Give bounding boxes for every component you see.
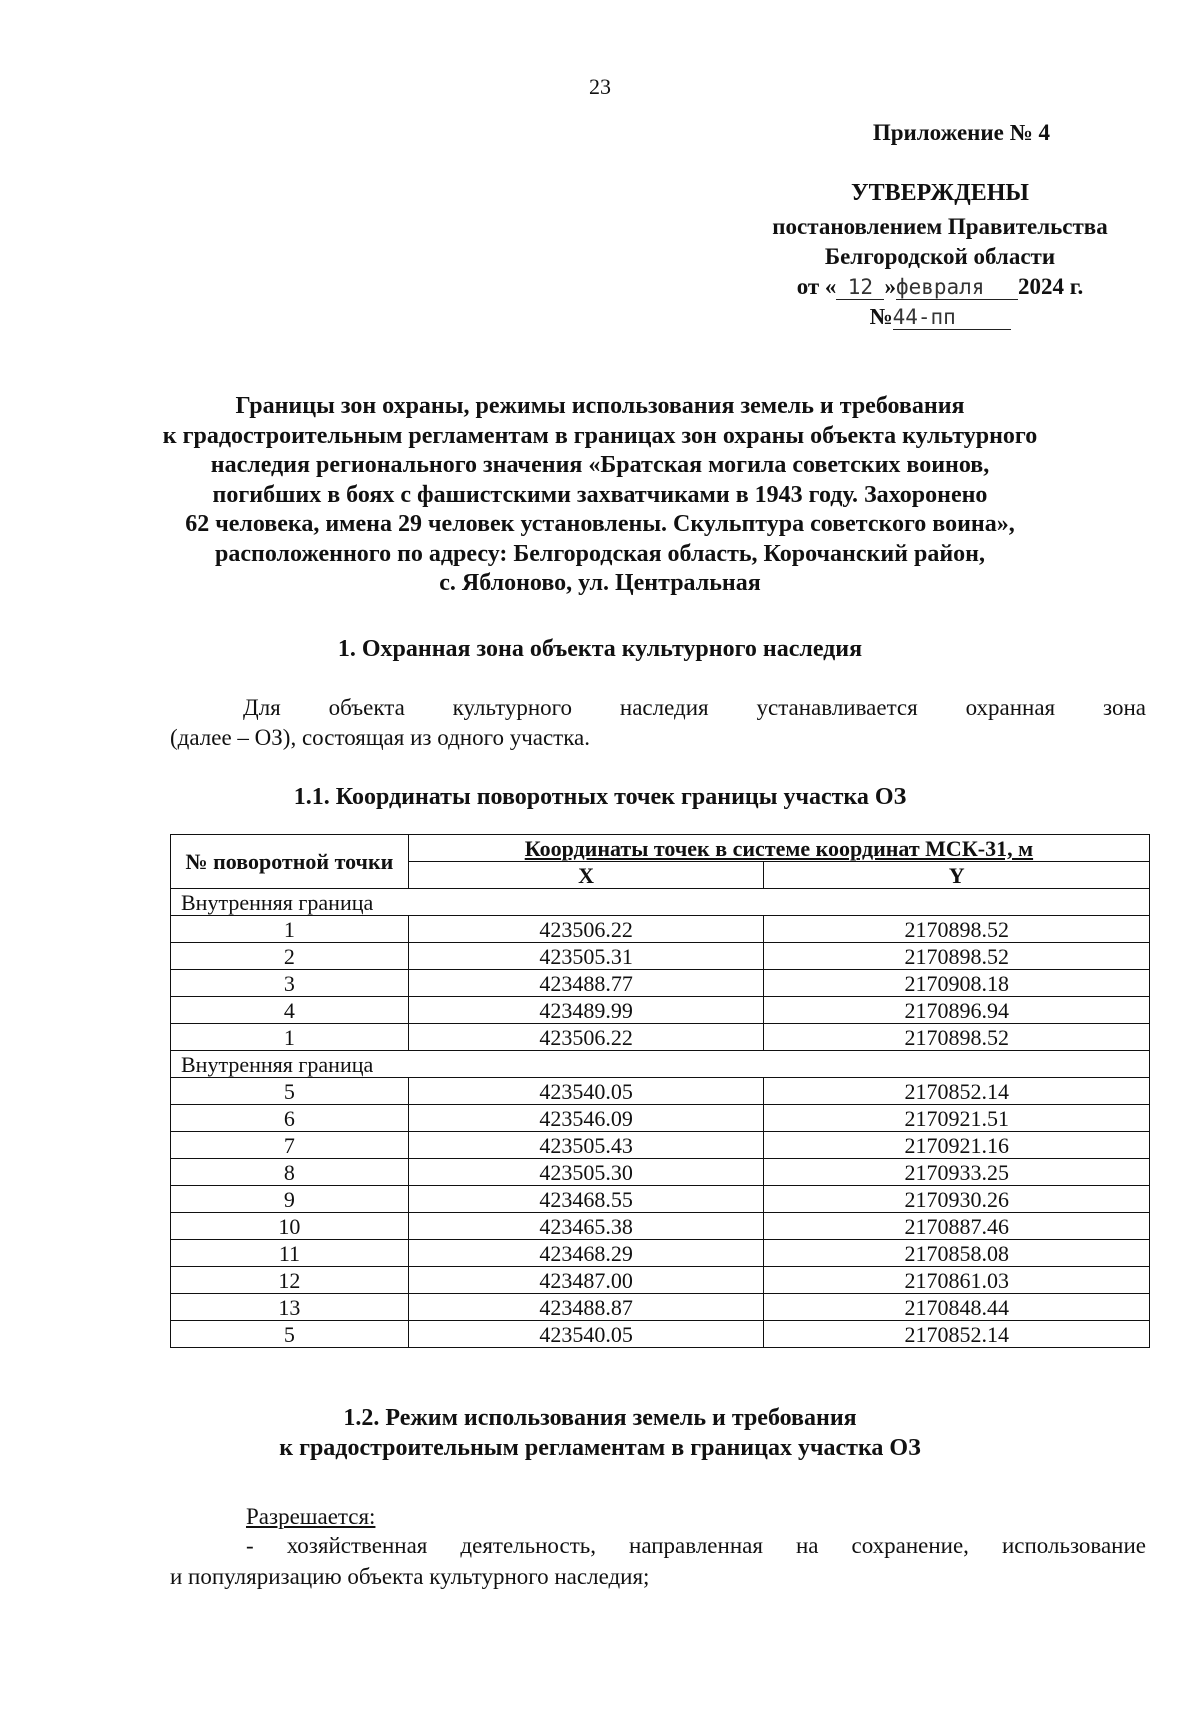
title-line: расположенного по адресу: Белгородская область, Корочанский район, [215,540,985,567]
section-1-1-heading: 1.1. Координаты поворотных точек границы участка ОЗ [293,784,907,810]
title-line: к градостроительным регламентам в границах зон охраны объекта культурного [162,422,1038,449]
title-line: Границы зон охраны, режимы использования земель и требования [235,393,965,419]
date-month: февраля [896,275,1018,300]
paragraph-line-1: Для объекта культурного наследия устанавливается охранная зона [243,695,1146,720]
title-line: погибших в боях с фашистскими захватчиками в 1943 году. Захоронено [212,481,988,508]
cell-point-number: 1 [171,1024,409,1051]
cell-point-number: 6 [171,1105,409,1132]
cell-y: 2170852.14 [764,1078,1150,1105]
allowed-bullet [170,1530,1146,1592]
title-line: 62 человека, имена 29 человек установлены. Скульптура советского воина», [185,511,1015,537]
section-1-2-heading-line-1: 1.2. Режим использования земель и требования [343,1405,857,1431]
table-row [171,916,1150,943]
cell-point-number: 9 [171,1186,409,1213]
table-row [171,1186,1150,1213]
cell-point-number: 8 [171,1159,409,1186]
cell-y: 2170921.16 [764,1132,1150,1159]
group-row [171,889,1150,916]
header-coordinates: Координаты точек в системе координат МСК-31, м [408,835,1149,862]
bullet-line-1: - хозяйственная деятельность, направленная на сохранение, использование [246,1533,1146,1558]
cell-x: 423505.30 [408,1159,764,1186]
cell-x: 423488.77 [408,970,764,997]
bullet-line-2: и популяризацию объекта культурного наследия; [170,1564,650,1589]
cell-x: 423506.22 [408,1024,764,1051]
group-row [171,1051,1150,1078]
cell-y: 2170887.46 [764,1213,1150,1240]
cell-point-number: 11 [171,1240,409,1267]
header-y: Y [764,862,1150,889]
cell-y: 2170930.26 [764,1186,1150,1213]
section-1-2-heading-line-2: к градостроительным регламентам в границах участка ОЗ [279,1435,921,1461]
group-label: Внутренняя граница [171,1051,1150,1078]
cell-point-number: 13 [171,1294,409,1321]
cell-point-number: 2 [171,943,409,970]
cell-x: 423465.38 [408,1213,764,1240]
table-row [171,970,1150,997]
date-prefix: от « [796,274,837,299]
section-1-heading: 1. Охранная зона объекта культурного наследия [337,636,863,662]
cell-y: 2170852.14 [764,1321,1150,1348]
table-row [171,1267,1150,1294]
paragraph-line-2: (далее – ОЗ), состоящая из одного участка. [170,725,591,750]
cell-point-number: 7 [171,1132,409,1159]
cell-y: 2170898.52 [764,1024,1150,1051]
approved-heading: УТВЕРЖДЕНЫ [851,180,1029,206]
allowed-label: Разрешается: [246,1504,376,1529]
cell-point-number: 1 [171,916,409,943]
cell-y: 2170898.52 [764,916,1150,943]
cell-y: 2170933.25 [764,1159,1150,1186]
cell-x: 423489.99 [408,997,764,1024]
header-x: X [408,862,764,889]
table-row [171,1321,1150,1348]
cell-point-number: 12 [171,1267,409,1294]
cell-y: 2170858.08 [764,1240,1150,1267]
table-row [171,1105,1150,1132]
cell-point-number: 5 [171,1078,409,1105]
cell-point-number: 10 [171,1213,409,1240]
cell-x: 423488.87 [408,1294,764,1321]
cell-x: 423540.05 [408,1321,764,1348]
cell-y: 2170861.03 [764,1267,1150,1294]
cell-x: 423540.05 [408,1078,764,1105]
cell-point-number: 5 [171,1321,409,1348]
appendix-label: Приложение № 4 [872,120,1050,145]
cell-x: 423546.09 [408,1105,764,1132]
date-day: 12 [836,275,884,300]
date-mid: » [884,274,896,299]
date-year: 2024 г. [1017,274,1084,299]
table-row [171,1294,1150,1321]
table-row [171,1213,1150,1240]
section-1-paragraph [170,693,1146,753]
cell-y: 2170848.44 [764,1294,1150,1321]
cell-y: 2170898.52 [764,943,1150,970]
cell-point-number: 3 [171,970,409,997]
cell-y: 2170908.18 [764,970,1150,997]
cell-x: 423505.43 [408,1132,764,1159]
cell-x: 423468.29 [408,1240,764,1267]
approval-date [700,272,1180,302]
page-number: 23 [589,74,611,99]
approval-line-1: постановлением Правительства [772,214,1108,239]
cell-y: 2170921.51 [764,1105,1150,1132]
header-point-number: № поворотной точки [171,835,409,889]
title-line: с. Яблоново, ул. Центральная [439,570,761,596]
table-row [171,1024,1150,1051]
table-row [171,943,1150,970]
cell-y: 2170896.94 [764,997,1150,1024]
number-value: 44-пп [893,305,1011,330]
table-row [171,1078,1150,1105]
title-line: наследия регионального значения «Братская могила советских воинов, [210,452,990,478]
table-row [171,1132,1150,1159]
cell-point-number: 4 [171,997,409,1024]
approval-number [700,302,1180,332]
document-title [100,392,1100,599]
cell-x: 423505.31 [408,943,764,970]
table-row [171,997,1150,1024]
cell-x: 423506.22 [408,916,764,943]
table-row [171,1240,1150,1267]
number-prefix: № [869,304,893,329]
cell-x: 423487.00 [408,1267,764,1294]
cell-x: 423468.55 [408,1186,764,1213]
group-label: Внутренняя граница [171,889,1150,916]
coordinates-table [170,834,1150,1348]
table-row [171,1159,1150,1186]
approval-line-2: Белгородской области [824,244,1056,269]
